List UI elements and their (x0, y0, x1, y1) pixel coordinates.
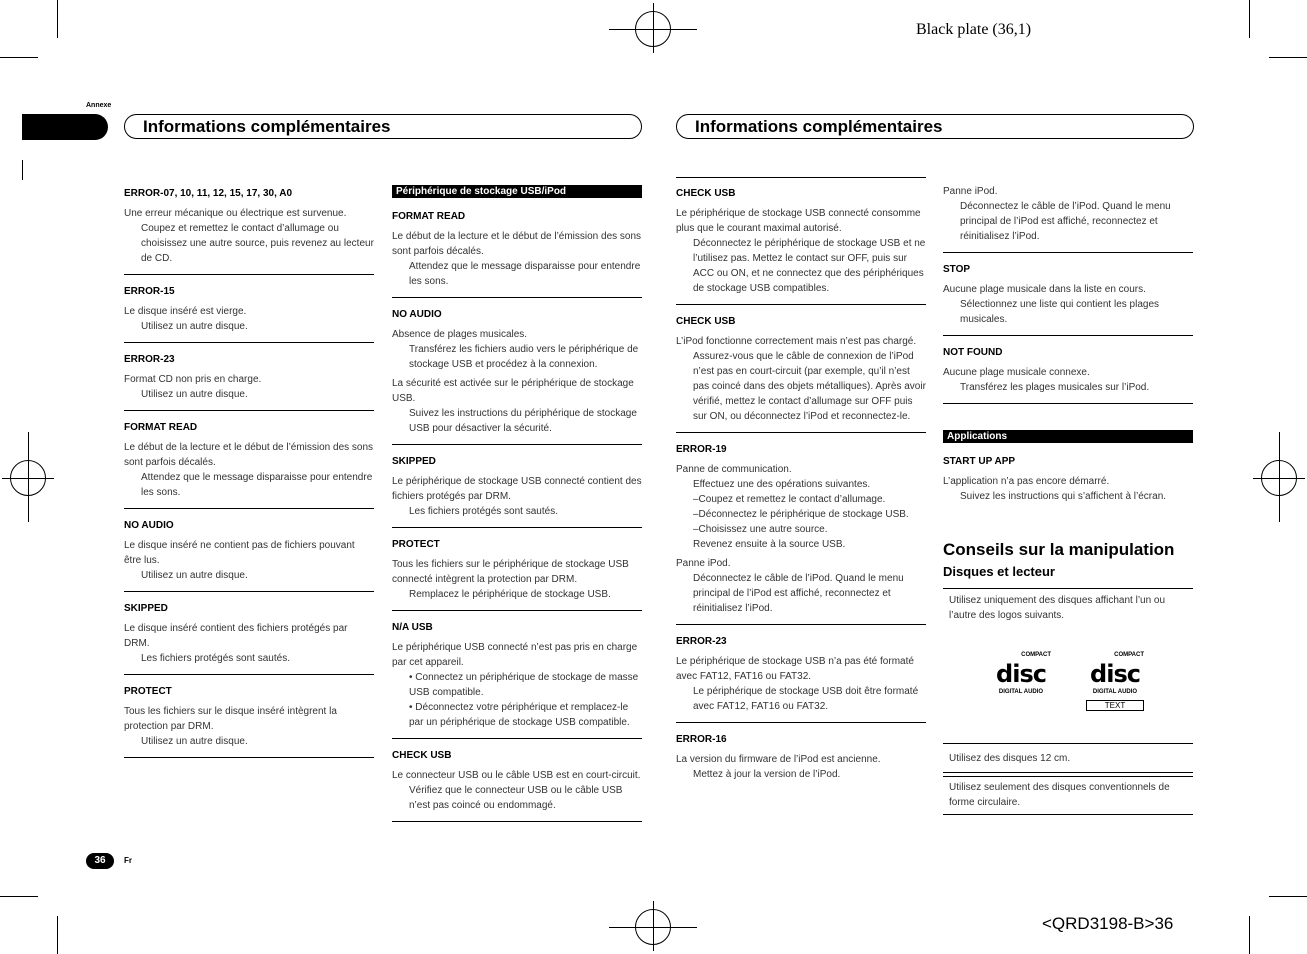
entry-list-item: –Choisissez une autre source. (693, 524, 828, 535)
column-2 (392, 185, 642, 822)
error-entry (392, 611, 642, 739)
entry-text: Le périphérique USB connecté n’est pas pris en charge par cet appareil. (392, 642, 638, 668)
entry-action: Les fichiers protégés sont sautés. (409, 506, 558, 517)
tip-row (943, 776, 1193, 815)
entry-action: Utilisez un autre disque. (141, 736, 248, 747)
entry-action: Remplacez le périphérique de stockage USB. (409, 589, 611, 600)
page-language: Fr (124, 856, 132, 865)
entry-text: Le périphérique de stockage USB n’a pas été formaté avec FAT12, FAT16 ou FAT32. (676, 656, 914, 682)
error-entry (676, 433, 926, 625)
error-entry (943, 253, 1193, 336)
entry-action: Suivez les instructions qui s’affichent à l’écran. (960, 491, 1167, 502)
error-entry-continued (943, 184, 1193, 253)
entry-title: ERROR-07, 10, 11, 12, 15, 17, 30, A0 (124, 188, 293, 199)
disc-logos (943, 623, 1193, 744)
entry-action: Suivez les instructions du périphérique de stockage USB pour désactiver la sécurité. (409, 408, 637, 434)
error-entry (124, 675, 374, 758)
error-entry (392, 209, 642, 298)
column-3 (676, 177, 926, 790)
entry-text: Le périphérique de stockage USB connecté consomme plus que le courant maximal autorisé. (676, 208, 921, 234)
entry-action: • Déconnectez votre périphérique et remplacez-le par un périphérique de stockage USB compatible. (409, 702, 630, 728)
error-entry (124, 509, 374, 592)
error-entry (676, 625, 926, 723)
header-title: Informations complémentaires (695, 117, 943, 136)
tips-subtitle: Disques et lecteur (943, 564, 1055, 579)
error-entry (124, 275, 374, 343)
entry-action: Attendez que le message disparaisse pour entendre les sons. (409, 261, 641, 287)
entry-title: SKIPPED (392, 456, 436, 467)
entry-action: Assurez-vous que le câble de connexion de l’iPod n’est pas en court-circuit (par exemple, qu’il n’est pas coincé dans des objets métalliques). Après avoir vérifié, mettez le contact d’allumage sur OFF puis sur ON, ou déconnectez l’iPod et reconnectez-le. (693, 351, 926, 422)
entry-title: FORMAT READ (392, 211, 466, 222)
entry-text: Une erreur mécanique ou électrique est survenue. (124, 208, 347, 219)
entry-action: Déconnectez le périphérique de stockage USB et ne l’utilisez pas. Mettez le contact sur OFF, puis sur ACC ou ON, et ne connectez que des périphériques de stockage USB compatibles. (693, 238, 926, 294)
entry-text: Le disque inséré contient des fichiers protégés par DRM. (124, 623, 348, 649)
entry-action: Déconnectez le câble de l’iPod. Quand le menu principal de l’iPod est affiché, reconnectez et réinitialisez l’iPod. (960, 201, 1171, 242)
entry-text: Le périphérique de stockage USB connecté contient des fichiers protégés par DRM. (392, 476, 642, 502)
entry-text: La version du firmware de l’iPod est ancienne. (676, 754, 881, 765)
compact-disc-logo: COMPACT disc DIGITAL AUDIO (996, 652, 1051, 695)
entry-text: Panne iPod. (943, 186, 998, 197)
error-entry (124, 411, 374, 509)
entry-text: Panne iPod. (676, 558, 731, 569)
usb-ipod-heading: Périphérique de stockage USB/iPod (392, 185, 642, 198)
entry-text: Panne de communication. (676, 464, 792, 475)
entry-title: PROTECT (392, 539, 440, 550)
entry-text: Le disque inséré ne contient pas de fichiers pouvant être lus. (124, 540, 355, 566)
entry-action: Mettez à jour la version de l’iPod. (693, 769, 841, 780)
entry-action: Utilisez un autre disque. (141, 321, 248, 332)
tip-row (943, 588, 1193, 623)
column-4 (943, 184, 1193, 815)
crop-mark (57, 0, 58, 38)
entry-title: CHECK USB (676, 316, 736, 327)
entry-action: Sélectionnez une liste qui contient les plages musicales. (960, 299, 1160, 325)
crop-mark (1249, 0, 1250, 38)
error-entry (124, 592, 374, 675)
crop-mark (1269, 57, 1307, 58)
entry-list-item: –Coupez et remettez le contact d’allumage. (693, 494, 886, 505)
column-1 (124, 186, 374, 758)
entry-text: Absence de plages musicales. (392, 329, 528, 340)
header-right (676, 114, 1194, 139)
entry-action: Utilisez un autre disque. (141, 570, 248, 581)
crop-mark (0, 896, 38, 897)
compact-disc-text-logo: COMPACT disc DIGITAL AUDIO TEXT (1086, 648, 1144, 711)
entry-action: Coupez et remettez le contact d’allumage ou choisissez une autre source, puis revenez au lecteur de CD. (141, 223, 374, 264)
entry-text: Le début de la lecture et le début de l’émission des sons sont parfois décalés. (124, 442, 374, 468)
entry-text: Le disque inséré est vierge. (124, 306, 247, 317)
entry-text: La sécurité est activée sur le périphérique de stockage USB. (392, 378, 634, 404)
tip-row (943, 747, 1193, 773)
section-tab (22, 114, 108, 140)
entry-action: Vérifiez que le connecteur USB ou le câble USB n’est pas coincé ou endommagé. (409, 785, 623, 811)
entry-action: Attendez que le message disparaisse pour entendre les sons. (141, 472, 373, 498)
entry-title: PROTECT (124, 686, 172, 697)
crop-mark (1249, 916, 1250, 954)
entry-title: ERROR-19 (676, 444, 727, 455)
entry-action: Déconnectez le câble de l’iPod. Quand le menu principal de l’iPod est affiché, reconnectez et réinitialisez l’iPod. (693, 573, 904, 614)
header-title: Informations complémentaires (143, 117, 391, 136)
entry-title: ERROR-23 (124, 354, 175, 365)
error-entry (392, 445, 642, 528)
plate-label: Black plate (36,1) (916, 21, 1032, 38)
entry-action: Transférez les plages musicales sur l’iPod. (960, 382, 1150, 393)
entry-action: Transférez les fichiers audio vers le périphérique de stockage USB et procédez à la connexion. (409, 344, 639, 370)
entry-text: Aucune plage musicale dans la liste en cours. (943, 284, 1146, 295)
entry-list-item: –Déconnectez le périphérique de stockage USB. (693, 509, 909, 520)
crop-mark (0, 57, 38, 58)
entry-action: • Connectez un périphérique de stockage de masse USB compatible. (409, 672, 639, 698)
entry-text: Tous les fichiers sur le disque inséré intègrent la protection par DRM. (124, 706, 337, 732)
entry-title: CHECK USB (392, 750, 452, 761)
entry-title: FORMAT READ (124, 422, 198, 433)
entry-title: SKIPPED (124, 603, 168, 614)
crop-mark (1269, 896, 1307, 897)
entry-list-item: Revenez ensuite à la source USB. (693, 539, 846, 550)
error-entry (392, 739, 642, 822)
entry-title: ERROR-15 (124, 286, 175, 297)
page-number: 36 (86, 853, 114, 869)
entry-text: Tous les fichiers sur le périphérique de stockage USB connecté intègrent la protection par DRM. (392, 559, 629, 585)
tip-text: Utilisez seulement des disques conventionnels de forme circulaire. (949, 782, 1170, 808)
tips-title: Conseils sur la manipulation (943, 540, 1175, 559)
entry-text: L’application n’a pas encore démarré. (943, 476, 1110, 487)
entry-title: NO AUDIO (392, 309, 442, 320)
entry-title: ERROR-16 (676, 734, 727, 745)
crop-mark (22, 160, 23, 180)
entry-action: Effectuez une des opérations suivantes. (693, 479, 871, 490)
entry-title: STOP (943, 264, 971, 275)
entry-title: CHECK USB (676, 188, 736, 199)
entry-title: N/A USB (392, 622, 433, 633)
entry-title: NO AUDIO (124, 520, 174, 531)
error-entry (392, 298, 642, 445)
error-entry (124, 186, 374, 275)
entry-action: Les fichiers protégés sont sautés. (141, 653, 290, 664)
entry-action: Le périphérique de stockage USB doit être formaté avec FAT12, FAT16 ou FAT32. (693, 686, 919, 712)
error-entry (943, 336, 1193, 404)
entry-text: Format CD non pris en charge. (124, 374, 262, 385)
annexe-label: Annexe (86, 102, 112, 109)
entry-title: ERROR-23 (676, 636, 727, 647)
header-left (124, 114, 642, 139)
tip-text: Utilisez des disques 12 cm. (949, 753, 1071, 764)
entry-text: Le connecteur USB ou le câble USB est en court-circuit. (392, 770, 641, 781)
tip-text: Utilisez uniquement des disques affichant l’un ou l’autre des logos suivants. (949, 595, 1166, 621)
entry-title: START UP APP (943, 456, 1016, 467)
error-entry (676, 305, 926, 433)
entry-text: Le début de la lecture et le début de l’émission des sons sont parfois décalés. (392, 231, 642, 257)
error-entry (943, 454, 1193, 512)
error-entry (392, 528, 642, 611)
error-entry (124, 343, 374, 411)
error-entry (676, 186, 926, 305)
job-code: <QRD3198-B>36 (1042, 914, 1174, 933)
entry-action: Utilisez un autre disque. (141, 389, 248, 400)
error-entry (676, 723, 926, 790)
applications-heading: Applications (943, 430, 1193, 443)
entry-text: Aucune plage musicale connexe. (943, 367, 1090, 378)
crop-mark (57, 916, 58, 954)
entry-text: L’iPod fonctionne correctement mais n’est pas chargé. (676, 336, 917, 347)
entry-title: NOT FOUND (943, 347, 1003, 358)
